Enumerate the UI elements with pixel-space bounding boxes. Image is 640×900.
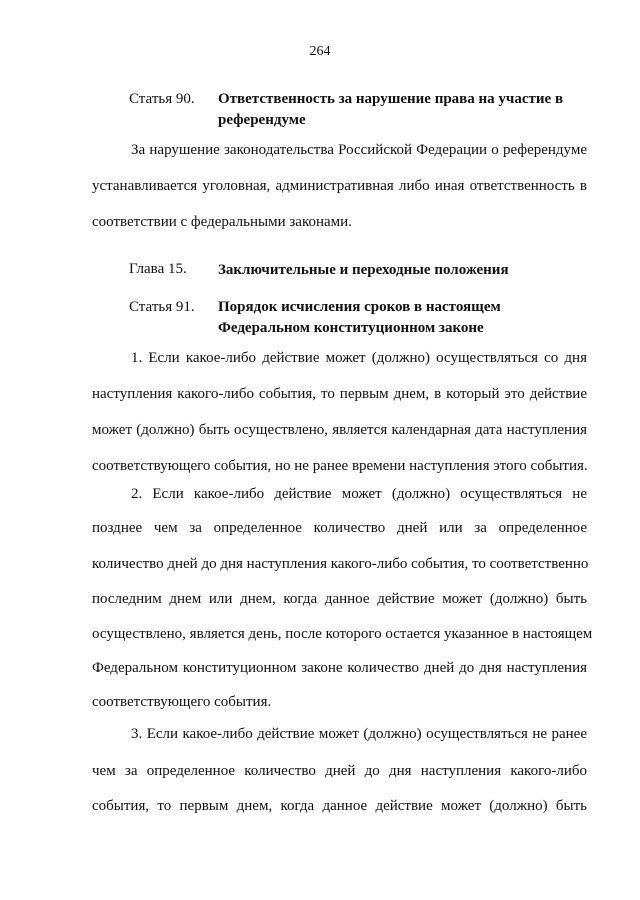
paragraph-2-line: позднее чем за определенное количество дней или за определенное — [92, 520, 587, 536]
page-number: 264 — [309, 44, 331, 59]
article-91-label: Статья 91. — [129, 299, 195, 315]
article-91-title — [218, 297, 501, 339]
article-90-line: соответствии с федеральными законами. — [92, 214, 352, 230]
article-91-title-line: Порядок исчисления сроков в настоящем — [218, 299, 501, 315]
article-91-title-line: Федеральном конституционном законе — [218, 320, 484, 336]
paragraph-2-line: 2. Если какое-либо действие может (должно) осуществляться не — [131, 486, 587, 502]
paragraph-2-line: последним днем или днем, когда данное действие может (должно) быть — [92, 591, 587, 607]
article-90-label: Статья 90. — [129, 91, 195, 107]
chapter-15-label: Глава 15. — [129, 261, 187, 277]
paragraph-2-line: количество дней до дня наступления какого-либо события, то соответственно — [92, 556, 589, 572]
paragraph-1-line: наступления какого-либо события, то первым днем, в который это действие — [92, 386, 587, 402]
paragraph-2-line: Федеральном конституционном законе количество дней до дня наступления — [92, 660, 587, 676]
paragraph-1-line: соответствующего события, но не ранее времени наступления этого события. — [92, 458, 588, 474]
paragraph-3-line: 3. Если какое-либо действие может (должно) осуществляться не ранее — [131, 726, 587, 742]
article-90-line: устанавливается уголовная, административная либо иная ответственность в — [92, 178, 587, 194]
article-90-title — [218, 89, 563, 131]
paragraph-3-line: события, то первым днем, когда данное действие может (должно) быть — [92, 798, 587, 814]
paragraph-2-line: осуществлено, является день, после которого остается указанное в настоящем — [92, 626, 593, 642]
article-90-title-line: референдуме — [218, 112, 306, 128]
article-90-title-line: Ответственность за нарушение права на участие в — [218, 91, 564, 107]
chapter-15-title: Заключительные и переходные положения — [218, 262, 509, 278]
article-90-line: За нарушение законодательства Российской Федерации о референдуме — [131, 142, 587, 158]
paragraph-1-line: может (должно) быть осуществлено, является календарная дата наступления — [92, 422, 587, 438]
paragraph-1-line: 1. Если какое-либо действие может (должно) осуществляться со дня — [131, 350, 587, 366]
paragraph-2-line: соответствующего события. — [92, 694, 272, 710]
paragraph-3-line: чем за определенное количество дней до дня наступления какого-либо — [92, 763, 587, 779]
